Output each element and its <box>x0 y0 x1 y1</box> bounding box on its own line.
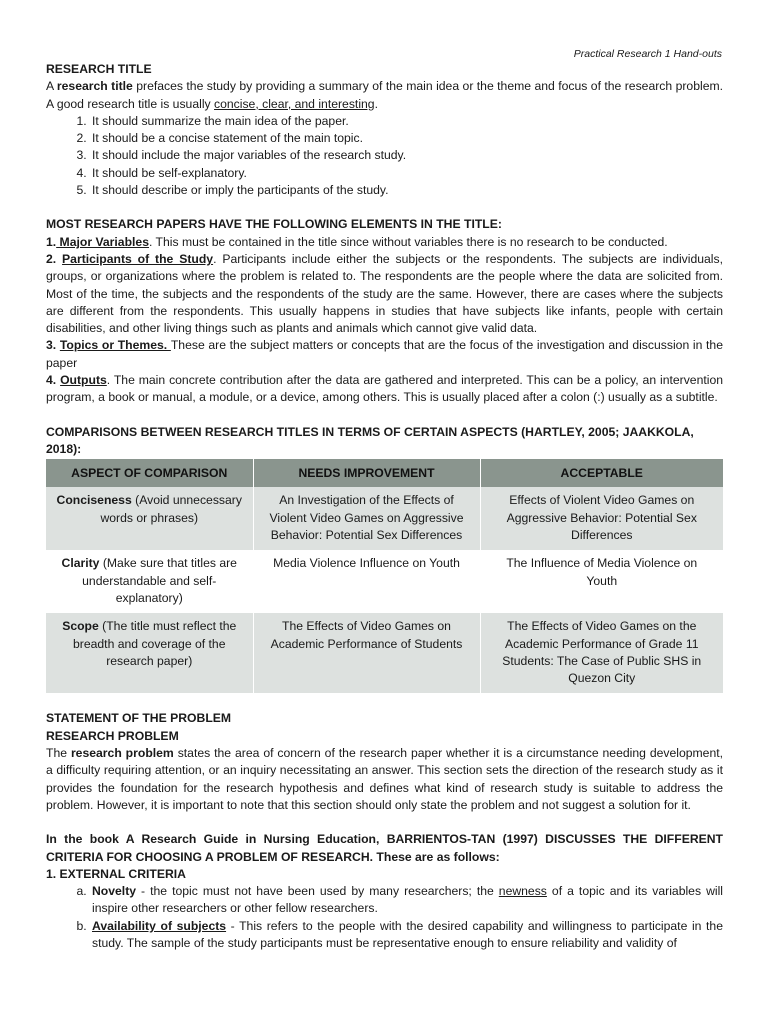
comparison-heading: COMPARISONS BETWEEN RESEARCH TITLES IN TERMS OF CERTAIN ASPECTS (HARTLEY, 2005; JAAKKOLA, 2018): <box>46 424 694 456</box>
research-title-heading: RESEARCH TITLE <box>46 62 152 76</box>
problem-heading: STATEMENT OF THE PROBLEM <box>46 711 232 726</box>
title-guidelines-list <box>46 113 723 199</box>
aspect-cell: Clarity (Make sure that titles are understandable and self-explanatory) <box>46 550 253 613</box>
column-header: ASPECT OF COMPARISON <box>46 459 253 487</box>
criteria-heading: In the book A Research Guide in Nursing Education, BARRIENTOS-TAN (1997) DISCUSSES THE DIFFERENT CRITERIA FOR CHOOSING A PROBLEM OF RESEARCH. These are as follows: <box>46 832 723 864</box>
list-item: a. Novelty - the topic must not have been used by many researchers; the newness of a topic and its variables will inspire other researchers or other fellow researchers. <box>90 883 723 918</box>
table-row <box>46 487 723 550</box>
list-item: b. Availability of subjects - This refers to the people with the desired capability and willingness to participate in the study. The sample of the study participants must be representative enough to ensure reliability and validity of <box>90 918 723 953</box>
acceptable-cell: The Effects of Video Games on the Academic Performance of Grade 11 Students: The Case of Public SHS in Quezon City <box>480 613 723 693</box>
list-item: 3. It should include the major variables of the research study. <box>90 147 723 164</box>
list-item: 2. It should be a concise statement of the main topic. <box>90 130 723 147</box>
table-row <box>46 550 723 613</box>
needs-improvement-cell: Media Violence Influence on Youth <box>253 550 480 613</box>
acceptable-cell: Effects of Violent Video Games on Aggressive Behavior: Potential Sex Differences <box>480 487 723 550</box>
column-header: ACCEPTABLE <box>480 459 723 487</box>
qualities-underline: concise, clear, and interesting <box>214 96 375 111</box>
element-item: 3. Topics or Themes. These are the subject matters or concepts that are the focus of the investigation and discussion in the paper <box>46 338 723 370</box>
element-item: 2. Participants of the Study. Participants include either the subjects or the respondents. The subjects are individuals, groups, or organizations where the problem is related to. The respondents are the people where the data are solicited from. Most of the time, the subjects and the respondents of the study are the same. However, there are cases where the subjects are different from the respondents. This usually happens in studies that have subjects like infants, people with certain disabilities, and other living things such as plants and animals which cannot give valid data. <box>46 251 723 336</box>
needs-improvement-cell: An Investigation of the Effects of Violent Video Games on Aggressive Behavior: Potential Sex Differences <box>253 487 480 550</box>
document-body <box>46 61 723 952</box>
list-item: 4. It should be self-explanatory. <box>90 165 723 182</box>
list-item: 1. It should summarize the main idea of the paper. <box>90 113 723 130</box>
elements-heading: MOST RESEARCH PAPERS HAVE THE FOLLOWING ELEMENTS IN THE TITLE: <box>46 217 502 232</box>
page-header: Practical Research 1 Hand-outs <box>573 48 722 60</box>
external-criteria-subheading: 1. EXTERNAL CRITERIA <box>46 866 186 881</box>
research-title-term: research title <box>56 79 133 94</box>
table-row <box>46 613 723 693</box>
list-item: 5. It should describe or imply the participants of the study. <box>90 182 723 199</box>
needs-improvement-cell: The Effects of Video Games on Academic Performance of Students <box>253 613 480 693</box>
element-item: 1. Major Variables. This must be contained in the title since without variables there is no research to be conducted. <box>46 234 668 249</box>
external-criteria-list <box>46 883 723 952</box>
element-item: 4. Outputs. The main concrete contribution after the data are gathered and interpreted. This can be a policy, an intervention program, a book or manual, a module, or a device, among others. This is usually placed after a colon (:) usually as a subtitle. <box>46 373 724 405</box>
acceptable-cell: The Influence of Media Violence on Youth <box>480 550 723 613</box>
aspect-cell: Scope (The title must reflect the breadth and coverage of the research paper) <box>46 613 253 693</box>
research-problem-subheading: RESEARCH PROBLEM <box>46 728 179 743</box>
comparison-table <box>46 459 723 693</box>
column-header: NEEDS IMPROVEMENT <box>253 459 480 487</box>
research-title-intro: A research title prefaces the study by providing a summary of the main idea or the theme and focus of the research problem. A good research title is usually concise, clear, and interesting. <box>46 79 724 111</box>
table-header-row <box>46 459 723 487</box>
aspect-cell: Conciseness (Avoid unnecessary words or phrases) <box>46 487 253 550</box>
research-problem-paragraph: The research problem states the area of concern of the research paper whether it is a circumstance needing development, a difficulty requiring attention, or an inquiry necessitating an answer. This section sets the direction of the research study as it provides the foundation for the research hypothesis and defines what kind of research study is suitable to address the problem. However, it is important to note that this section should only state the problem and not suggest a solution for it. <box>46 746 723 812</box>
